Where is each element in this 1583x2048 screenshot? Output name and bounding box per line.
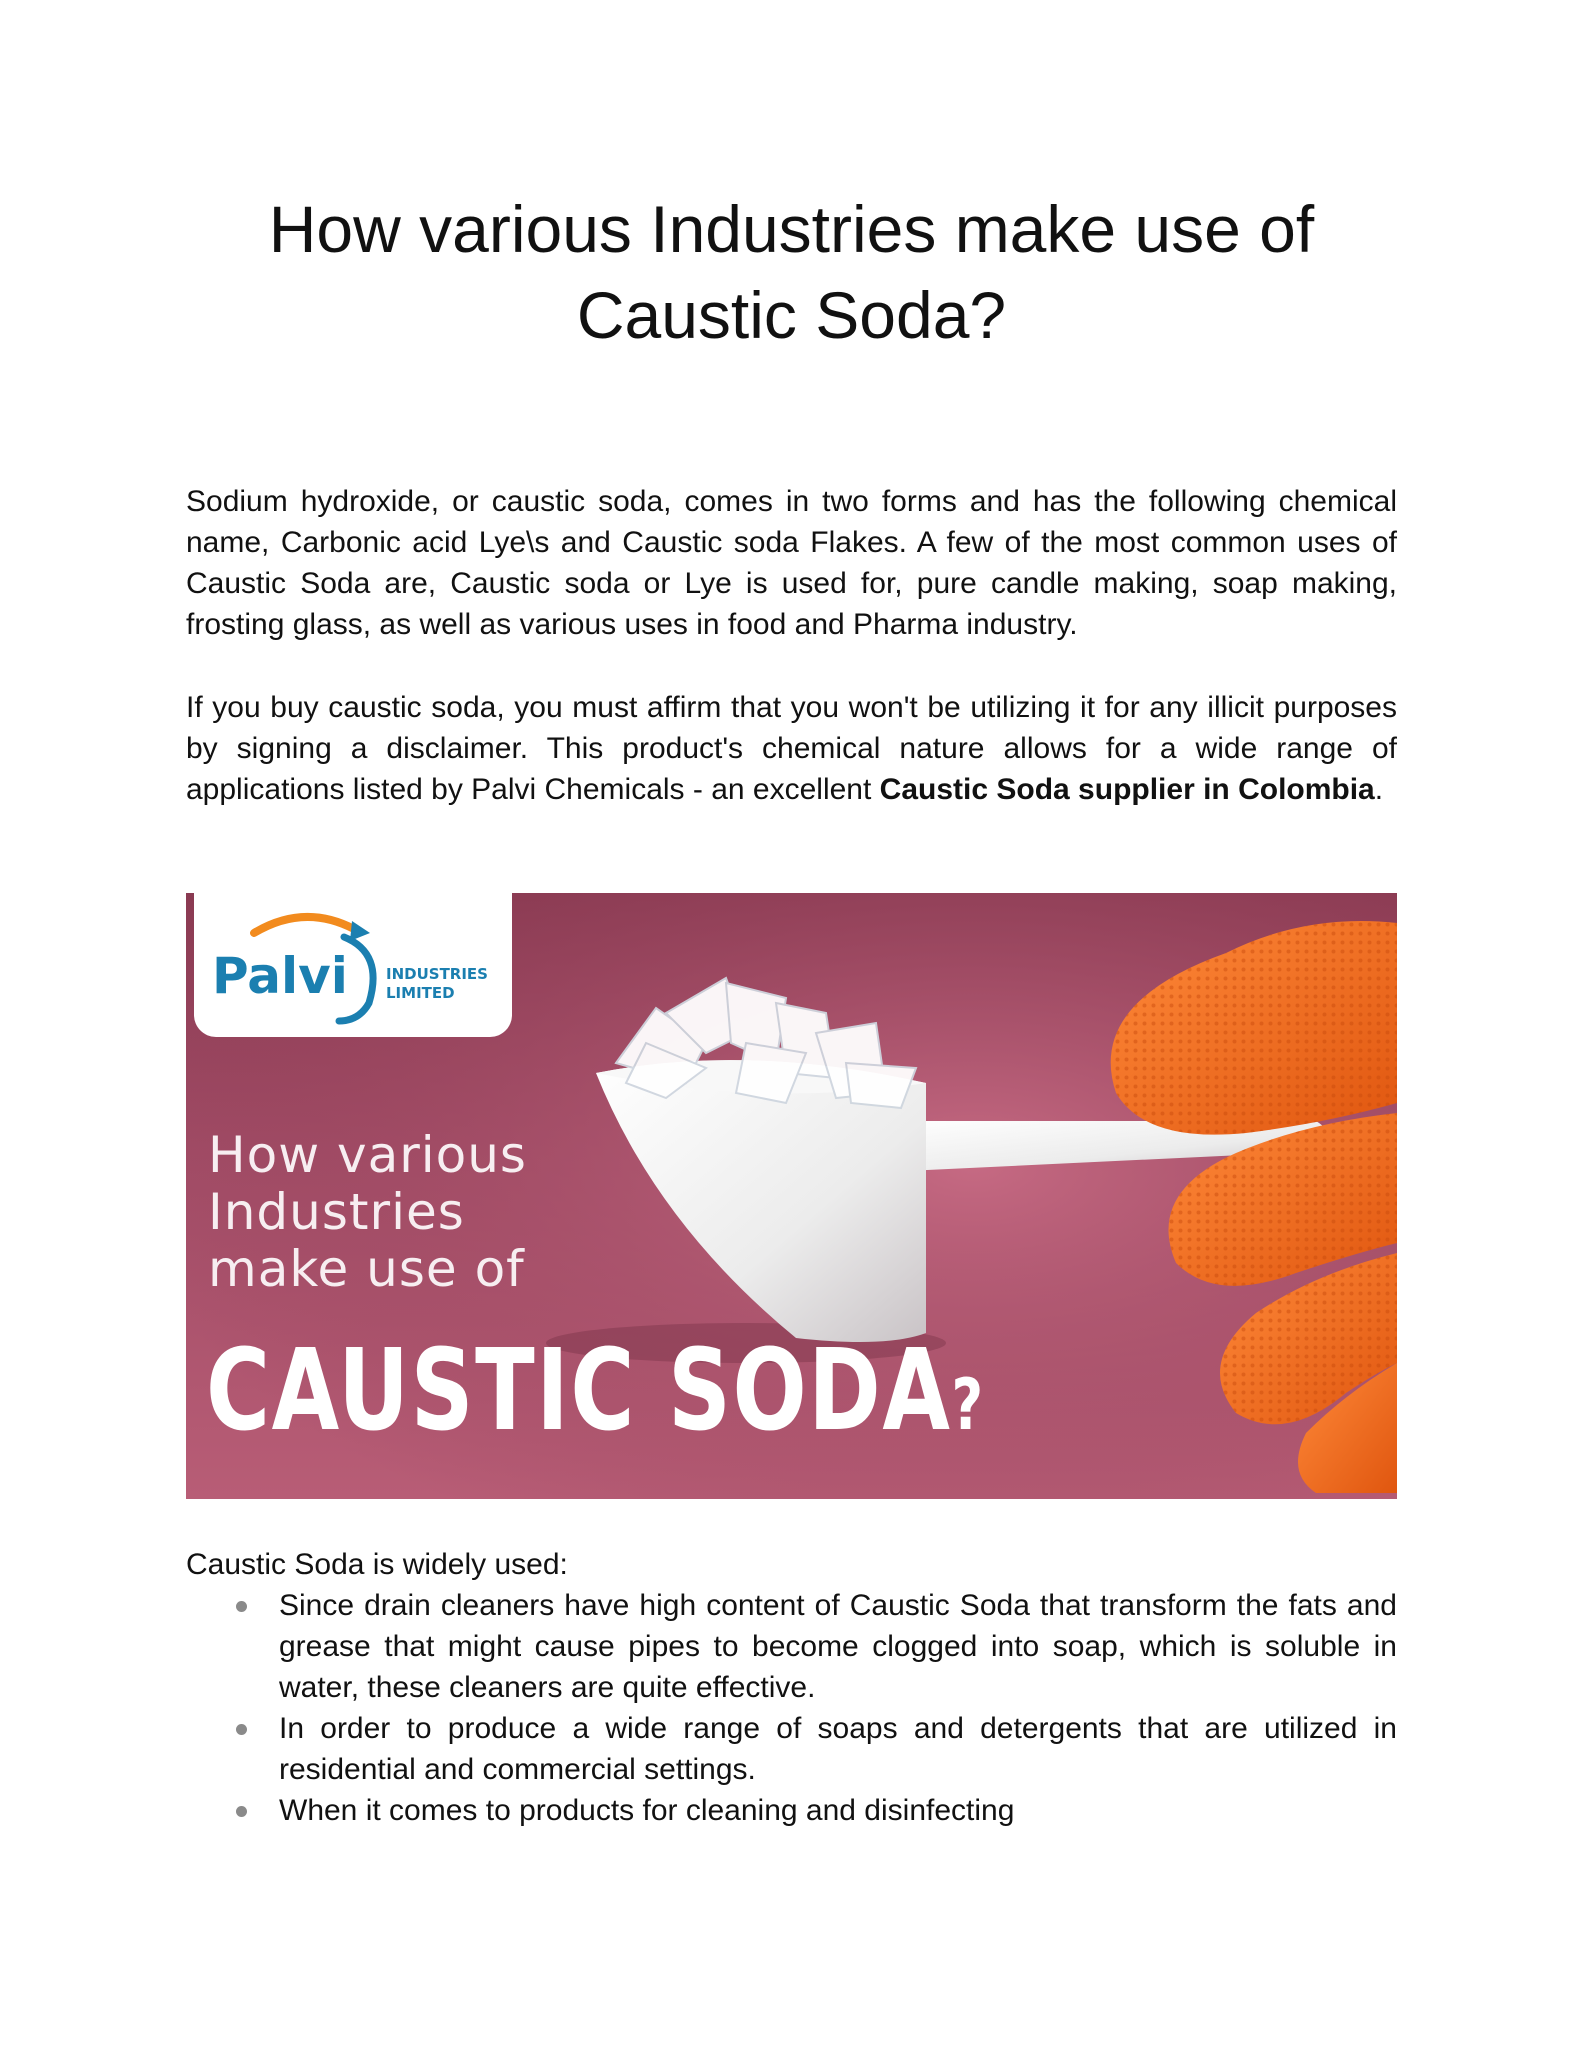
bullet-icon bbox=[236, 1724, 247, 1735]
hero-headline-text: CAUSTIC SODA bbox=[206, 1326, 952, 1456]
page-title bbox=[186, 186, 1397, 358]
hero-image bbox=[186, 893, 1397, 1499]
hero-text-line-3: make use of bbox=[208, 1240, 525, 1298]
title-line-1: How various Industries make use of bbox=[268, 192, 1315, 266]
list-item bbox=[186, 1585, 1397, 1708]
hero-text-line-2: Industries bbox=[208, 1183, 465, 1241]
palvi-logo-name: Palvi bbox=[212, 947, 348, 1005]
hero-headline bbox=[206, 1326, 985, 1465]
logo-subtitle-1: INDUSTRIES bbox=[386, 965, 488, 983]
hero-text-line-1: How various bbox=[208, 1126, 527, 1184]
palvi-logo bbox=[194, 893, 512, 1037]
supplier-paragraph-text: If you buy caustic soda, you must affirm that you won't be utilizing it for any illicit purposes by signing a disclaimer. This product's chemical nature allows for a wide range of applications listed by Palvi Chemicals - an excellent bbox=[186, 691, 1397, 806]
supplier-paragraph-end: . bbox=[1374, 773, 1384, 806]
list-item-text: When it comes to products for cleaning and disinfecting bbox=[279, 1794, 1015, 1827]
bullet-icon bbox=[236, 1601, 247, 1612]
list-item bbox=[186, 1790, 1397, 1831]
list-item bbox=[186, 1708, 1397, 1790]
palvi-logo-mark bbox=[194, 893, 512, 1037]
list-item-text: Since drain cleaners have high content of Caustic Soda that transform the fats and grease that might cause pipes to become clogged into soap, which is soluble in water, these cleaners are quite effective. bbox=[279, 1589, 1397, 1704]
logo-subtitle-2: LIMITED bbox=[386, 984, 455, 1002]
list-item-text: In order to produce a wide range of soaps and detergents that are utilized in residential and commercial settings. bbox=[279, 1712, 1397, 1786]
supplier-paragraph bbox=[186, 687, 1397, 810]
hero-question-mark: ? bbox=[951, 1364, 985, 1446]
bullet-icon bbox=[236, 1806, 247, 1817]
uses-list bbox=[186, 1585, 1397, 1831]
supplier-link-text: Caustic Soda supplier in Colombia bbox=[879, 773, 1375, 806]
title-line-2: Caustic Soda? bbox=[576, 278, 1007, 352]
uses-intro: Caustic Soda is widely used: bbox=[186, 1548, 568, 1581]
intro-paragraph: Sodium hydroxide, or caustic soda, comes in two forms and has the following chemical name, Carbonic acid Lye\s and Caustic soda Flakes. A few of the most common uses of Caustic Soda are, Caustic soda or Lye is used for, pure candle making, soap making, frosting glass, as well as various uses in food and Pharma industry. bbox=[186, 485, 1397, 641]
